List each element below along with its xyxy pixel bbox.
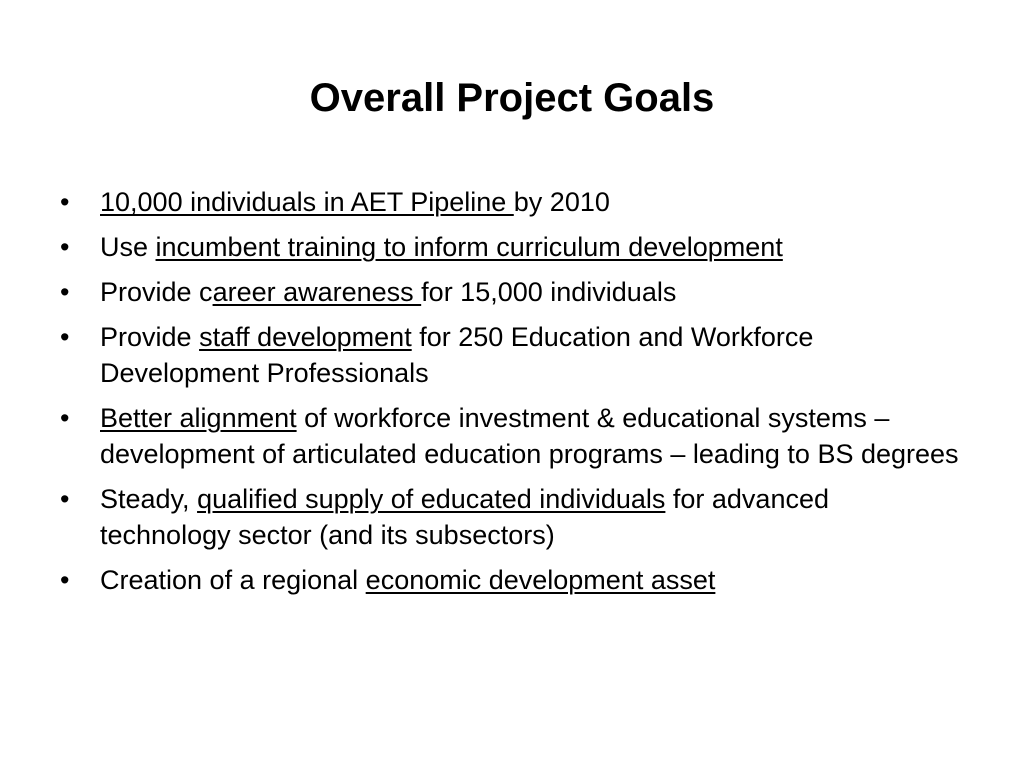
bullet-text	[100, 229, 960, 265]
text-segment: for 15,000 individuals	[421, 277, 677, 307]
underlined-phrase: qualified supply of educated individuals	[197, 484, 666, 514]
text-segment: for advanced technology sector (and its subsectors)	[100, 484, 829, 550]
bullet-marker: •	[60, 565, 70, 595]
bullet-text	[100, 184, 960, 220]
bullet-marker: •	[60, 403, 70, 433]
bullet-marker: •	[60, 232, 70, 262]
underlined-phrase: staff development	[199, 322, 412, 352]
underlined-phrase: 10,000 individuals in AET Pipeline	[100, 187, 514, 217]
text-segment: Provide c	[100, 277, 213, 307]
bullet-text	[100, 400, 960, 472]
bullet-marker: •	[60, 484, 70, 514]
bullet-marker: •	[60, 277, 70, 307]
text-segment: by 2010	[513, 187, 610, 217]
slide-title: Overall Project Goals	[309, 76, 715, 120]
bullet-item	[60, 319, 960, 391]
bullet-item	[60, 562, 960, 598]
bullet-text	[100, 274, 960, 310]
bullet-item	[60, 400, 960, 472]
underlined-phrase: Better alignment	[100, 403, 297, 433]
bullet-marker: •	[60, 187, 70, 217]
underlined-phrase: incumbent training to inform curriculum development	[155, 232, 783, 262]
text-segment: Use	[100, 232, 156, 262]
text-segment: of workforce investment & educational systems – development of articulated education programs – leading to BS degrees	[100, 403, 959, 469]
bullet-text	[100, 481, 960, 553]
bullet-item	[60, 184, 960, 220]
bullet-marker: •	[60, 322, 70, 352]
bullet-text	[100, 562, 960, 598]
text-segment: Provide	[100, 322, 200, 352]
text-segment: Creation of a regional	[100, 565, 366, 595]
bullet-list	[60, 184, 960, 607]
bullet-item	[60, 229, 960, 265]
bullet-item	[60, 481, 960, 553]
underlined-phrase: areer awareness	[212, 277, 422, 307]
bullet-text	[100, 319, 960, 391]
text-segment: Steady,	[100, 484, 198, 514]
text-segment: for 250 Education and Workforce Development Professionals	[100, 322, 814, 388]
bullet-item	[60, 274, 960, 310]
underlined-phrase: economic development asset	[365, 565, 716, 595]
